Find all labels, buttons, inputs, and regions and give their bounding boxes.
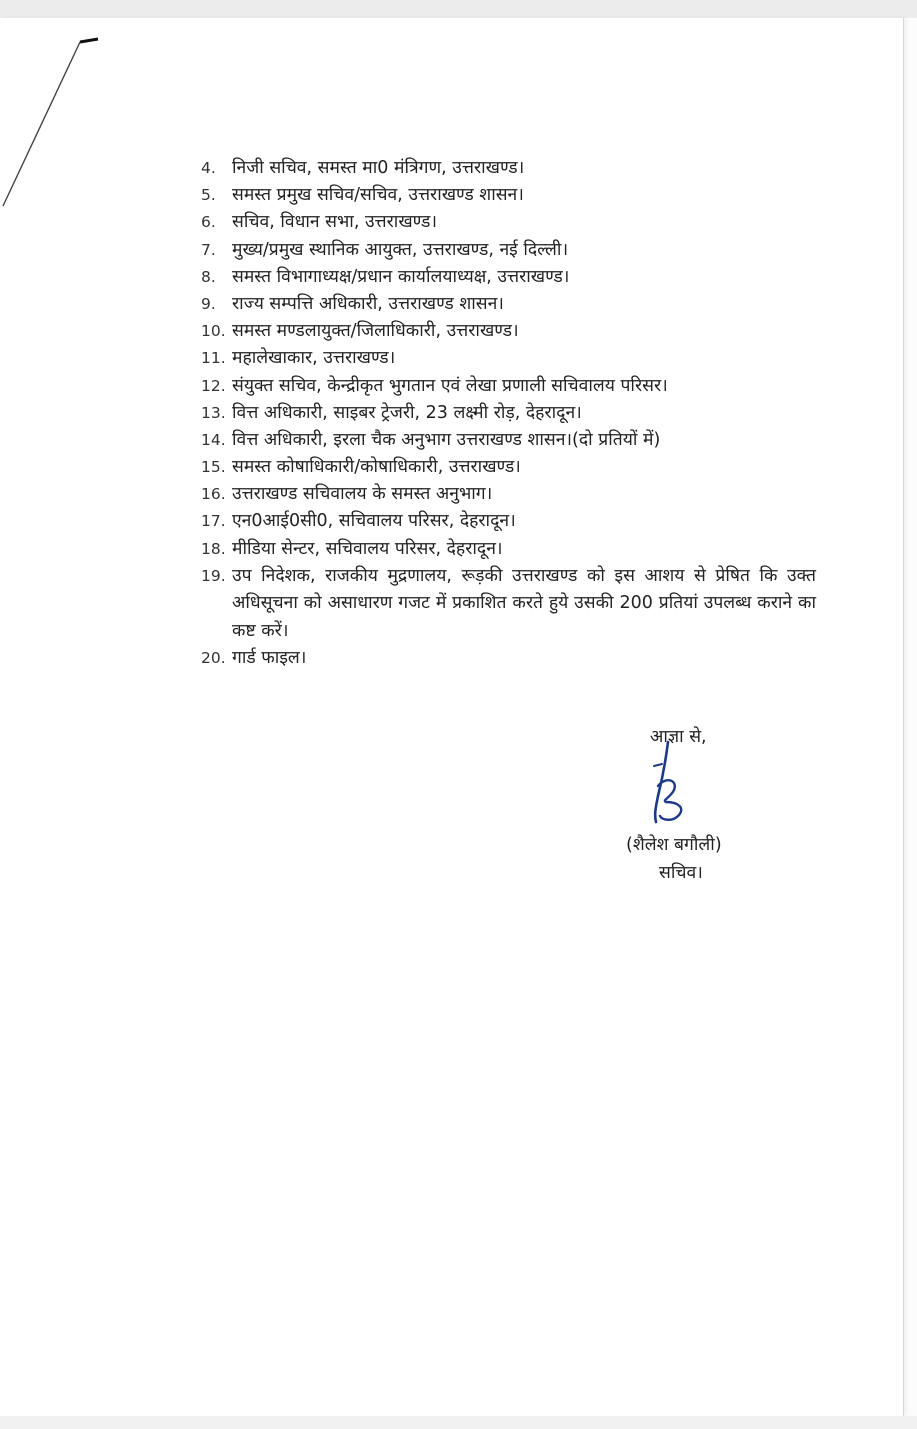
list-item	[201, 318, 821, 345]
list-item	[201, 209, 821, 236]
list-item	[201, 400, 821, 427]
item-number: 11.	[201, 349, 226, 368]
item-text: समस्त प्रमुख सचिव/सचिव, उत्तराखण्ड शासन।	[232, 185, 524, 206]
list-item	[201, 182, 821, 209]
item-text: गार्ड फाइल।	[232, 647, 307, 668]
item-text: एन0आई0सी0, सचिवालय परिसर, देहरादून।	[232, 511, 516, 532]
list-item	[201, 264, 821, 291]
item-number: 8.	[201, 267, 216, 286]
item-number: 16.	[201, 485, 226, 504]
item-text: मुख्य/प्रमुख स्थानिक आयुक्त, उत्तराखण्ड, नई दिल्ली।	[232, 239, 569, 260]
item-number: 18.	[201, 539, 226, 558]
item-text: वित्त अधिकारी, इरला चैक अनुभाग उत्तराखण्ड शासन।(दो प्रतियों में)	[232, 429, 661, 450]
viewer-top-edge	[0, 0, 917, 18]
item-text: समस्त कोषाधिकारी/कोषाधिकारी, उत्तराखण्ड।	[232, 457, 521, 478]
item-number: 12.	[201, 376, 226, 395]
item-number: 7.	[201, 240, 216, 259]
list-item	[201, 645, 821, 672]
item-text: राज्य सम्पत्ति अधिकारी, उत्तराखण्ड शासन।	[232, 293, 504, 314]
item-number: 5.	[201, 186, 216, 205]
list-item	[201, 155, 821, 182]
distribution-list	[201, 155, 821, 672]
list-item	[201, 291, 821, 318]
viewer-bottom-edge	[0, 1416, 917, 1429]
list-item	[201, 345, 821, 372]
list-item	[201, 481, 821, 508]
item-text: वित्त अधिकारी, साइबर ट्रेजरी, 23 लक्ष्मी रोड़, देहरादून।	[232, 402, 582, 423]
item-text: उत्तराखण्ड सचिवालय के समस्त अनुभाग।	[232, 484, 493, 505]
list-item	[201, 563, 821, 645]
item-text: निजी सचिव, समस्त मा0 मंत्रिगण, उत्तराखण्ड।	[232, 158, 525, 178]
item-number: 15.	[201, 458, 226, 477]
list-item	[201, 508, 821, 535]
list-item	[201, 373, 821, 400]
item-text: संयुक्त सचिव, केन्द्रीकृत भुगतान एवं लेखा प्रणाली सचिवालय परिसर।	[232, 375, 668, 396]
item-text: समस्त मण्डलायुक्त/जिलाधिकारी, उत्तराखण्ड।	[232, 321, 519, 342]
list-item	[201, 536, 821, 563]
item-number: 6.	[201, 213, 216, 232]
signer-title: सचिव।	[659, 863, 703, 883]
item-number: 13.	[201, 403, 226, 422]
list-item	[201, 427, 821, 454]
signer-name: (शैलेश बगौली)	[626, 835, 722, 855]
item-text: मीडिया सेन्टर, सचिवालय परिसर, देहरादून।	[232, 538, 503, 559]
document-page	[0, 18, 904, 1416]
item-number: 19.	[201, 566, 226, 585]
item-number: 4.	[201, 159, 216, 177]
item-number: 10.	[201, 322, 226, 341]
item-number: 14.	[201, 430, 226, 449]
list-item	[201, 237, 821, 264]
item-number: 17.	[201, 512, 226, 531]
item-number: 20.	[201, 648, 226, 667]
by-order-text: आज्ञा से,	[650, 727, 707, 747]
item-text: समस्त विभागाध्यक्ष/प्रधान कार्यालयाध्यक्ष, उत्तराखण्ड।	[232, 266, 570, 287]
item-text: उप निदेशक, राजकीय मुद्रणालय, रूड़की उत्तराखण्ड को इस आशय से प्रेषित कि उक्त अधिसूचना को असाधारण गजट में प्रकाशित करते हुये उसकी 200 प्रतियां उपलब्ध कराने का कष्ट करें।	[232, 565, 816, 641]
list-item	[201, 454, 821, 481]
handwritten-signature	[648, 736, 698, 828]
item-text: सचिव, विधान सभा, उत्तराखण्ड।	[232, 212, 437, 233]
item-text: महालेखाकार, उत्तराखण्ड।	[232, 348, 396, 369]
item-number: 9.	[201, 294, 216, 313]
page-fold-line	[0, 36, 100, 226]
